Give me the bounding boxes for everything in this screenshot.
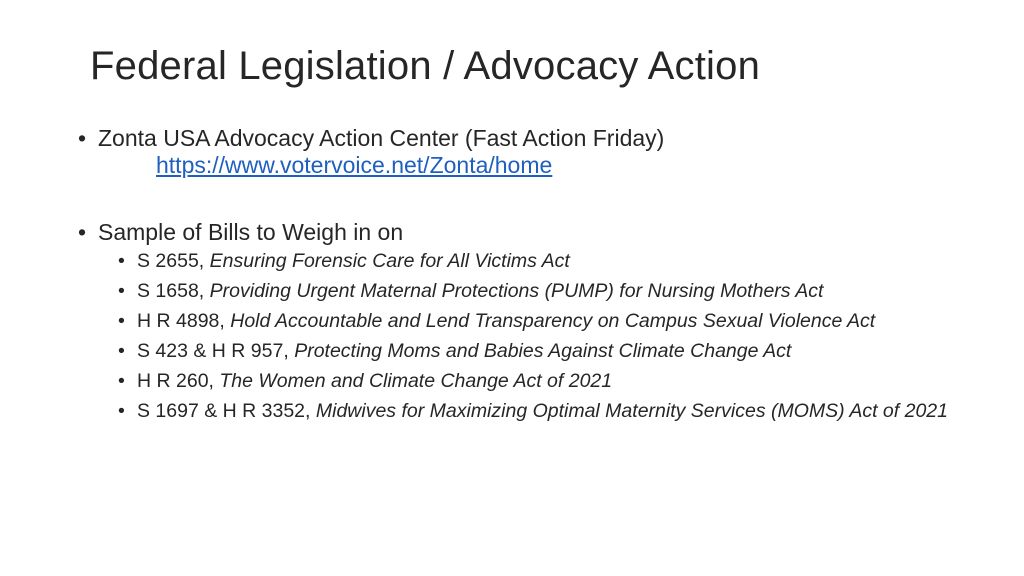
bill-item (118, 399, 978, 423)
slide-content (78, 124, 978, 429)
bill-name: Protecting Moms and Babies Against Climate Change Act (294, 340, 792, 362)
bill-number: S 1697 & H R 3352, (137, 400, 311, 422)
bullet-marker: • (78, 219, 87, 245)
link-line (78, 152, 978, 178)
bill-name: Providing Urgent Maternal Protections (PUMP) for Nursing Mothers Act (209, 280, 824, 302)
bill-item (118, 369, 978, 393)
bill-number: S 423 & H R 957, (137, 340, 289, 362)
bill-item (118, 309, 978, 333)
bullet-marker: • (118, 280, 125, 302)
slide-title: Federal Legislation / Advocacy Action (90, 44, 761, 88)
spacer (78, 178, 978, 218)
bill-item (118, 279, 978, 303)
votervoice-link[interactable]: https://www.votervoice.net/Zonta/home (156, 152, 553, 178)
bill-item (118, 339, 978, 363)
bill-number: H R 260, (137, 370, 214, 392)
bullet-text: Zonta USA Advocacy Action Center (Fast Action Friday) (98, 125, 665, 151)
bullet-text: Sample of Bills to Weigh in on (98, 219, 404, 245)
bullet-marker: • (118, 400, 125, 422)
bullet-marker: • (118, 370, 125, 392)
bullet-advocacy-center (78, 124, 978, 152)
bill-list (78, 249, 978, 423)
bill-item (118, 249, 978, 273)
bill-number: S 2655, (137, 250, 205, 272)
bullet-marker: • (118, 250, 125, 272)
bill-name: The Women and Climate Change Act of 2021 (219, 370, 613, 392)
bill-name: Ensuring Forensic Care for All Victims Act (209, 250, 570, 272)
bill-number: H R 4898, (137, 310, 225, 332)
bullet-marker: • (118, 340, 125, 362)
bill-name: Hold Accountable and Lend Transparency on Campus Sexual Violence Act (230, 310, 876, 332)
bill-name: Midwives for Maximizing Optimal Maternity Services (MOMS) Act of 2021 (315, 400, 948, 422)
bill-number: S 1658, (137, 280, 205, 302)
bullet-sample-bills (78, 218, 978, 246)
bullet-marker: • (118, 310, 125, 332)
bullet-marker: • (78, 125, 87, 151)
